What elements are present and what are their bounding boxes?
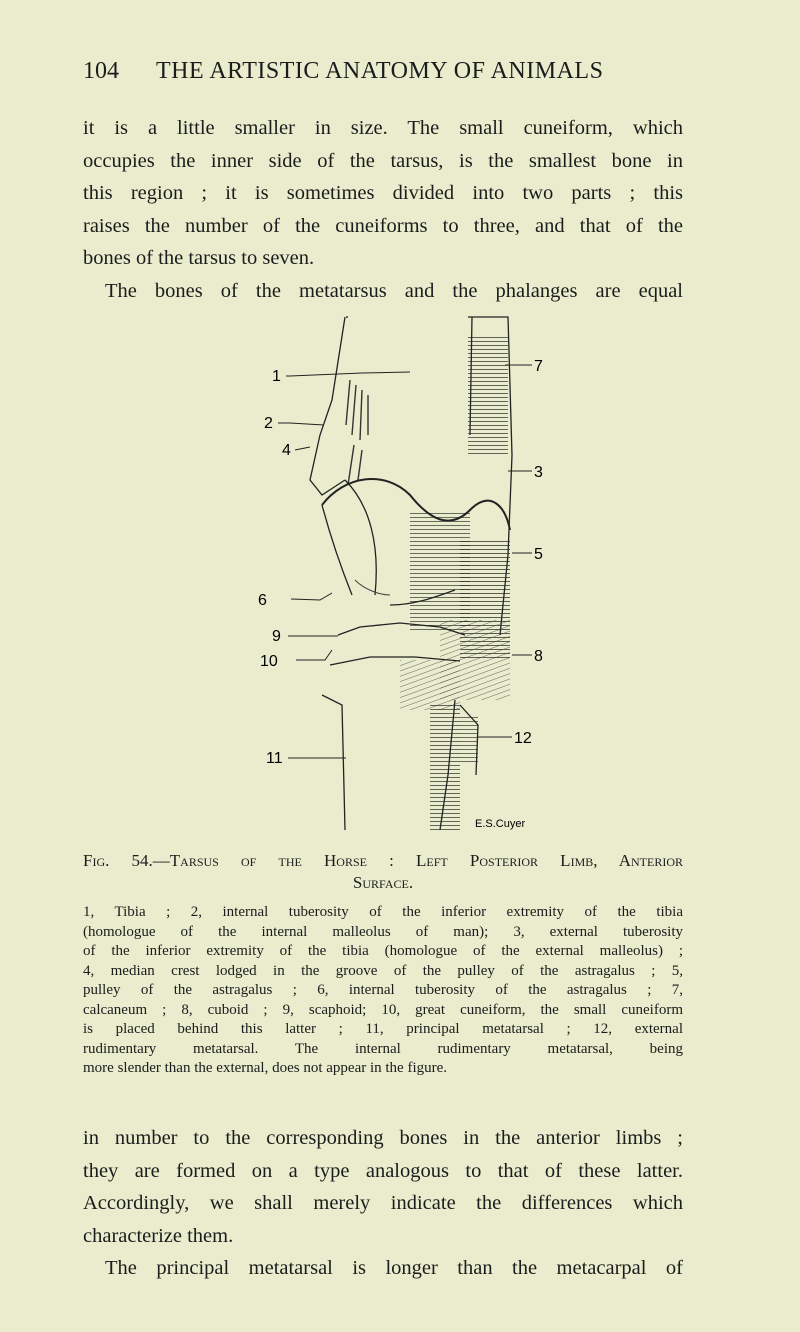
label-7: 7	[534, 358, 543, 375]
legend-line: calcaneum ; 8, cuboid ; 9, scaphoid; 10, great cuneiform, the small cuneiform	[83, 1001, 683, 1018]
calcaneum-shading	[468, 335, 508, 455]
text-line: raises the number of the cuneiforms to three, and that of the	[83, 214, 683, 237]
label-8: 8	[534, 648, 543, 665]
tibia-outline	[310, 317, 345, 495]
text-line: this region ; it is sometimes divided into two parts ; this	[83, 182, 683, 204]
label-10: 10	[260, 653, 278, 670]
label-12: 12	[514, 730, 532, 747]
text-line: bones of the tarsus to seven.	[83, 247, 315, 269]
astragalus-internal-edge	[322, 505, 352, 595]
legend-line: (homologue of the internal malleolus of man); 3, external tuberosity	[83, 923, 683, 940]
leader-1	[286, 372, 410, 376]
running-title: THE ARTISTIC ANATOMY OF ANIMALS	[156, 58, 604, 84]
label-2: 2	[264, 415, 273, 432]
text-line: characterize them.	[83, 1224, 234, 1247]
legend-line: rudimentary metatarsal. The internal rudimentary metatarsal, being	[83, 1040, 683, 1057]
text-line: The bones of the metatarsus and the phalanges are equal	[105, 279, 683, 302]
tarsus-illustration	[250, 305, 570, 845]
text-line: in number to the corresponding bones in the anterior limbs ;	[83, 1127, 683, 1149]
leader-6	[291, 593, 332, 600]
label-1: 1	[272, 368, 281, 385]
leader-4	[295, 447, 310, 450]
legend-line: 4, median crest lodged in the groove of the pulley of the astragalus ; 5,	[83, 962, 683, 979]
paragraph-top	[83, 112, 683, 307]
caption-line: Surface.	[352, 873, 414, 892]
legend-line: more slender than the external, does not appear in the figure.	[83, 1060, 448, 1076]
figure-caption	[83, 850, 683, 894]
tibia-shading	[346, 380, 368, 485]
paragraph-bottom	[83, 1122, 683, 1285]
label-9: 9	[272, 628, 281, 645]
label-6: 6	[258, 592, 267, 609]
legend-line: pulley of the astragalus ; 6, internal tuberosity of the astragalus ; 7,	[83, 982, 683, 998]
legend-line: of the inferior extremity of the tibia (homologue of the external malleolus) ;	[83, 943, 683, 959]
page-number: 104	[83, 58, 119, 84]
text-line: occupies the inner side of the tarsus, is the smallest bone in	[83, 149, 683, 172]
text-line: Accordingly, we shall merely indicate the differences which	[83, 1192, 683, 1214]
cuneiform-shading	[400, 660, 460, 710]
legend-line: is placed behind this latter ; 11, principal metatarsal ; 12, external	[83, 1021, 683, 1037]
leader-2	[278, 423, 324, 425]
metatarsal-shading	[430, 705, 460, 833]
label-3: 3	[534, 464, 543, 481]
text-line: they are formed on a type analogous to that of these latter.	[83, 1159, 683, 1182]
principal-metatarsal-inner-edge	[322, 695, 345, 830]
internal-tuberosity-line	[355, 580, 390, 595]
artist-signature: E.S.Cuyer	[475, 818, 526, 830]
leader-10	[296, 650, 332, 660]
text-line: it is a little smaller in size. The small cuneiform, which	[83, 117, 683, 139]
caption-line: Fig. 54.—Tarsus of the Horse : Left Posterior Limb, Anterior	[83, 851, 683, 870]
text-line: The principal metatarsal is longer than the metacarpal of	[105, 1257, 683, 1279]
legend-line: 1, Tibia ; 2, internal tuberosity of the inferior extremity of the tibia	[83, 904, 683, 920]
label-5: 5	[534, 546, 543, 563]
pulley-median-crest	[345, 480, 376, 595]
tarsus-drawing	[250, 305, 570, 845]
figure-legend	[83, 903, 683, 1079]
rudimentary-metatarsal-shading	[460, 715, 478, 765]
page-header	[83, 58, 690, 88]
label-11: 11	[266, 750, 283, 767]
label-4: 4	[282, 442, 291, 459]
